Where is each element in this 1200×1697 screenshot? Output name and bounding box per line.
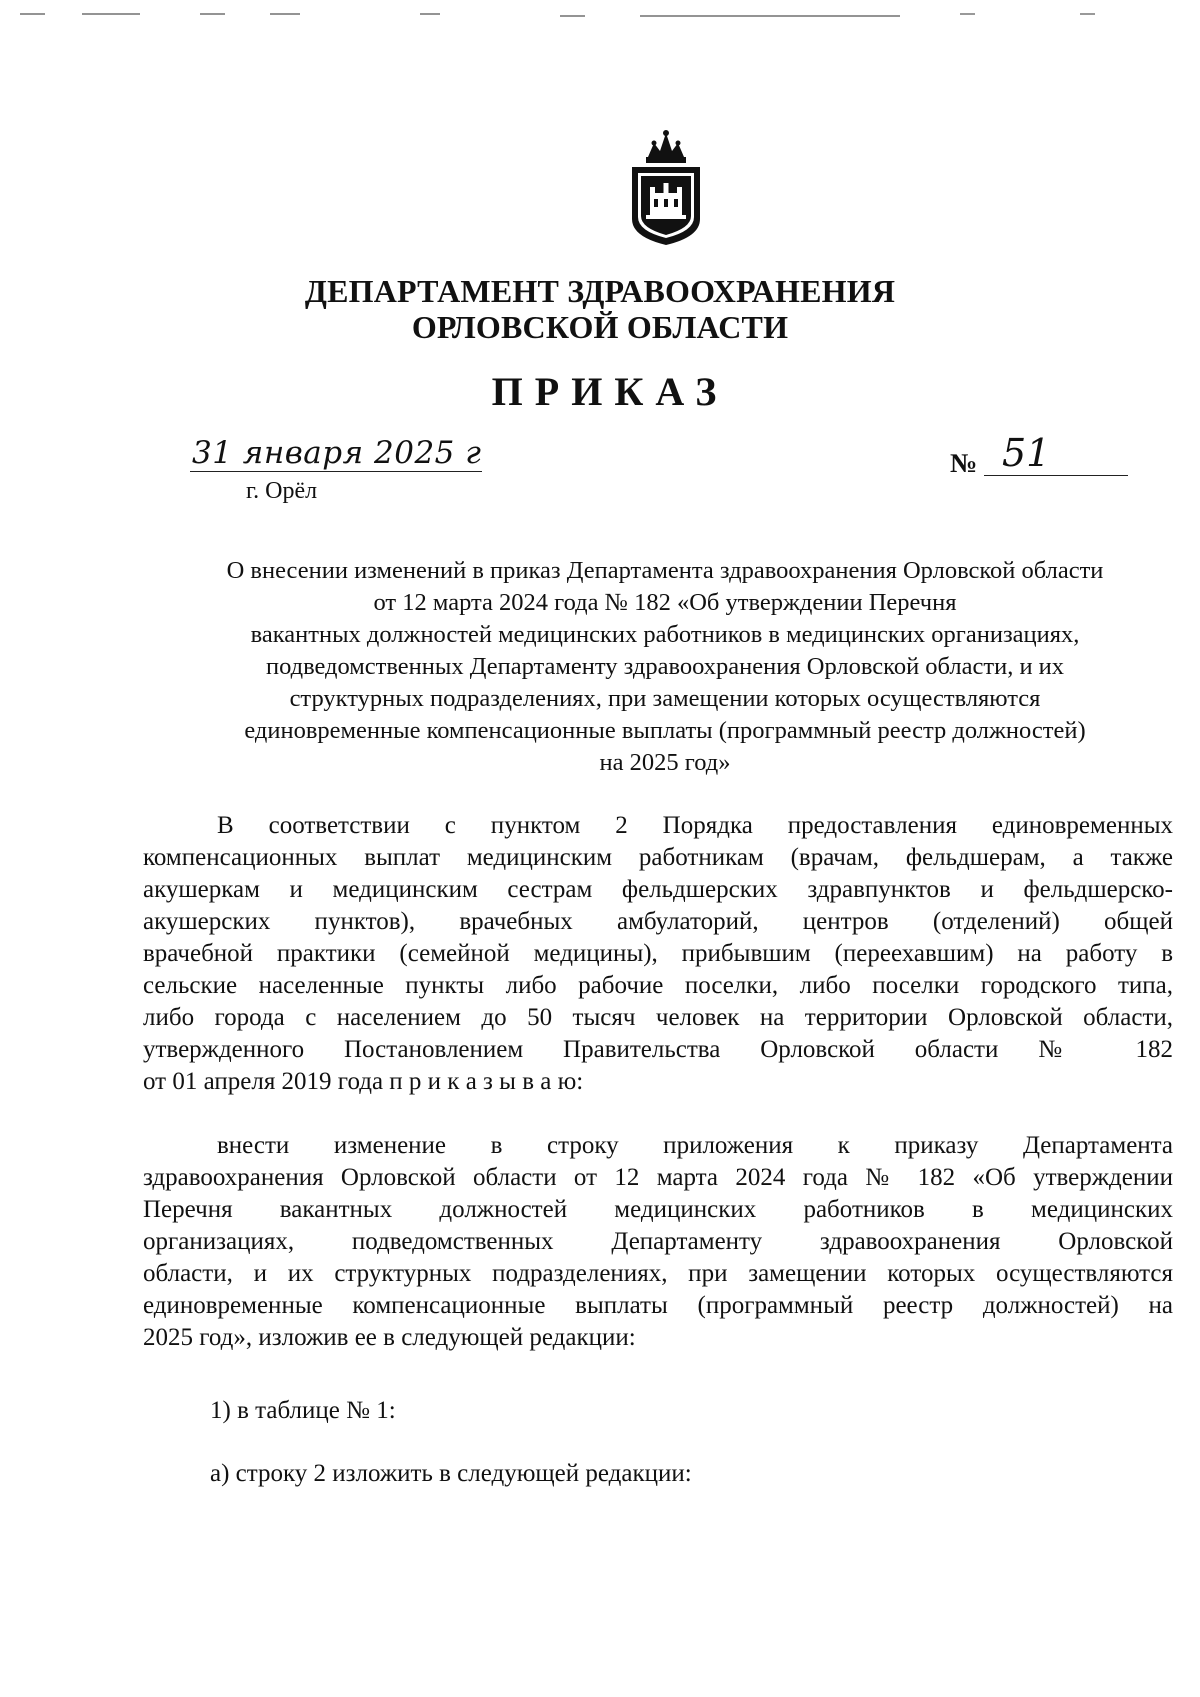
order-directive-paragraph bbox=[143, 1130, 1173, 1354]
paragraph-line: либо города с населением до 50 тысяч человек на территории Орловской области, bbox=[143, 1004, 1173, 1031]
paragraph-line: акушеркам и медицинским сестрам фельдшерских здравпунктов и фельдшерско- bbox=[143, 876, 1173, 903]
paragraph-line: Перечня вакантных должностей медицинских работников в медицинских bbox=[143, 1196, 1173, 1223]
document-type-title: ПРИКАЗ bbox=[491, 369, 729, 414]
preamble-paragraph bbox=[143, 810, 1173, 1098]
paragraph-line: области, и их структурных подразделениях, при замещении которых осуществляются bbox=[143, 1260, 1173, 1287]
order-subject bbox=[150, 555, 1180, 779]
oryol-coat-of-arms-emblem bbox=[626, 127, 706, 247]
subject-line: подведомственных Департаменту здравоохранения Орловской области, и их bbox=[265, 653, 1065, 680]
paragraph-line: сельские населенные пункты либо рабочие поселки, либо поселки городского типа, bbox=[143, 972, 1173, 999]
paragraph-line: компенсационных выплат медицинским работникам (врачам, фельдшерам, а также bbox=[143, 844, 1173, 871]
scan-artifact-lines bbox=[0, 0, 1200, 30]
subject-line: вакантных должностей медицинских работников в медицинских организациях, bbox=[250, 621, 1080, 648]
city-label: г. Орёл bbox=[246, 478, 318, 504]
paragraph-line: единовременные компенсационные выплаты (программный реестр должностей) на bbox=[143, 1292, 1173, 1319]
subject-line: О внесении изменений в приказ Департамента здравоохранения Орловской области bbox=[226, 557, 1104, 584]
list-item-row-2: а) строку 2 изложить в следующей редакции: bbox=[210, 1460, 692, 1487]
subject-line: единовременные компенсационные выплаты (программный реестр должностей) bbox=[244, 717, 1086, 744]
paragraph-line: 2025 год», изложив ее в следующей редакции: bbox=[143, 1324, 636, 1351]
paragraph-line: внести изменение в строку приложения к приказу Департамента bbox=[217, 1132, 1173, 1159]
paragraph-line: акушерских пунктов), врачебных амбулаторий, центров (отделений) общей bbox=[143, 908, 1173, 935]
order-number-underline bbox=[984, 475, 1128, 476]
handwritten-date: 31 января 2025 г bbox=[192, 435, 482, 471]
paragraph-line: организациях, подведомственных Департаменту здравоохранения Орловской bbox=[143, 1228, 1173, 1255]
organization-name-line1: ДЕПАРТАМЕНТ ЗДРАВООХРАНЕНИЯ bbox=[304, 273, 896, 309]
list-item-table-1: 1) в таблице № 1: bbox=[210, 1397, 396, 1424]
handwritten-order-number: 51 bbox=[1002, 431, 1051, 475]
subject-line: от 12 марта 2024 года № 182 «Об утверждении Перечня bbox=[373, 589, 957, 616]
subject-line: структурных подразделениях, при замещении которых осуществляются bbox=[289, 685, 1041, 712]
order-number-label: № bbox=[950, 448, 978, 478]
organization-name-line2: ОРЛОВСКОЙ ОБЛАСТИ bbox=[411, 309, 789, 345]
paragraph-line: врачебной практики (семейной медицины), прибывшим (переехавшим) на работу в bbox=[143, 940, 1173, 967]
paragraph-line: здравоохранения Орловской области от 12 марта 2024 года № 182 «Об утверждении bbox=[143, 1164, 1173, 1191]
paragraph-line: В соответствии с пунктом 2 Порядка предоставления единовременных bbox=[217, 812, 1173, 839]
subject-line: на 2025 год» bbox=[599, 749, 731, 776]
paragraph-line: утвержденного Постановлением Правительства Орловской области № 182 bbox=[143, 1036, 1173, 1063]
paragraph-line: от 01 апреля 2019 года п р и к а з ы в а ю: bbox=[143, 1068, 584, 1095]
